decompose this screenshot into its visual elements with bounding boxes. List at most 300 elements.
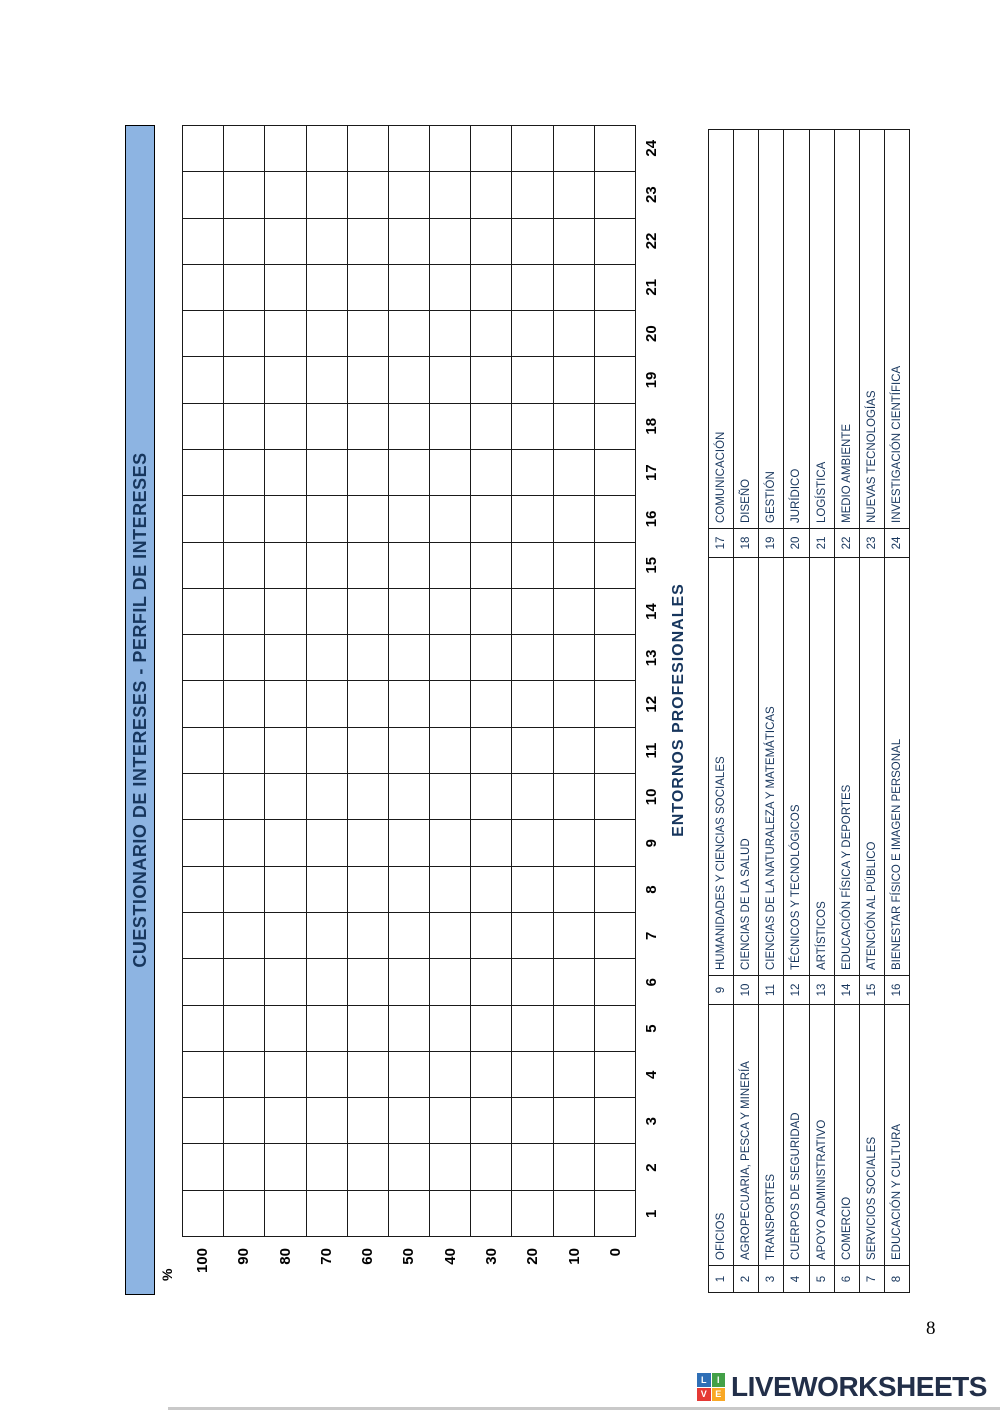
grid-cell bbox=[430, 496, 470, 541]
brand-icon-square: V bbox=[697, 1388, 711, 1402]
y-axis-tick: 100 bbox=[194, 1248, 212, 1274]
grid-cell bbox=[430, 1144, 470, 1189]
entorno-label: HUMANIDADES Y CIENCIAS SOCIALES bbox=[709, 558, 733, 975]
grid-cell bbox=[348, 311, 388, 356]
grid-cell bbox=[512, 496, 552, 541]
entorno-number: 17 bbox=[709, 529, 733, 557]
grid-cell bbox=[595, 913, 635, 958]
grid-cell bbox=[595, 311, 635, 356]
y-axis-tick: 90 bbox=[235, 1248, 253, 1265]
grid-cell bbox=[430, 450, 470, 495]
grid-cell bbox=[265, 867, 305, 912]
grid-cell bbox=[183, 265, 223, 310]
grid-cell bbox=[307, 1098, 347, 1143]
entorno-number: 12 bbox=[784, 976, 808, 1004]
grid-cell bbox=[265, 1191, 305, 1236]
grid-cell bbox=[224, 543, 264, 588]
grid-cell bbox=[265, 682, 305, 727]
grid-cell bbox=[471, 450, 511, 495]
grid-cell bbox=[430, 820, 470, 865]
grid-cell bbox=[471, 1191, 511, 1236]
grid-cell bbox=[389, 635, 429, 680]
grid-cell bbox=[307, 589, 347, 634]
grid-cell bbox=[430, 172, 470, 217]
grid-cell bbox=[512, 450, 552, 495]
grid-cell bbox=[224, 959, 264, 1004]
grid-cell bbox=[348, 1191, 388, 1236]
x-axis-tick: 15 bbox=[642, 556, 660, 574]
grid-cell bbox=[554, 265, 594, 310]
grid-cell bbox=[389, 265, 429, 310]
grid-cell bbox=[389, 820, 429, 865]
grid-cell bbox=[471, 1144, 511, 1189]
grid-cell bbox=[307, 728, 347, 773]
grid-cell bbox=[265, 496, 305, 541]
grid-cell bbox=[183, 1052, 223, 1097]
grid-cell bbox=[554, 1191, 594, 1236]
grid-cell bbox=[471, 1052, 511, 1097]
y-axis-labels bbox=[182, 1241, 636, 1295]
grid-cell bbox=[389, 1144, 429, 1189]
grid-cell bbox=[224, 589, 264, 634]
grid-cell bbox=[389, 1191, 429, 1236]
grid-cell bbox=[430, 265, 470, 310]
grid-cell bbox=[265, 728, 305, 773]
grid-cell bbox=[389, 357, 429, 402]
x-axis-tick: 11 bbox=[642, 742, 660, 759]
x-axis-tick: 24 bbox=[642, 139, 660, 157]
grid-cell bbox=[389, 496, 429, 541]
grid-cell bbox=[389, 867, 429, 912]
x-axis-tick: 6 bbox=[642, 978, 660, 987]
grid-cell bbox=[224, 820, 264, 865]
grid-cell bbox=[224, 867, 264, 912]
grid-cell bbox=[224, 1098, 264, 1143]
grid-cell bbox=[554, 172, 594, 217]
entorno-number: 16 bbox=[885, 976, 909, 1004]
grid-cell bbox=[554, 357, 594, 402]
entorno-number: 2 bbox=[734, 1266, 758, 1292]
grid-cell bbox=[554, 589, 594, 634]
grid-cell bbox=[389, 728, 429, 773]
grid-cell bbox=[348, 913, 388, 958]
grid-cell bbox=[183, 774, 223, 819]
entorno-label: APOYO ADMINISTRATIVO bbox=[810, 1005, 834, 1265]
entornos-heading: ENTORNOS PROFESIONALES bbox=[670, 583, 687, 837]
entorno-label: ARTÍSTICOS bbox=[810, 558, 834, 975]
grid-cell bbox=[224, 728, 264, 773]
grid-cell bbox=[224, 1144, 264, 1189]
liveworksheets-icon bbox=[697, 1373, 725, 1401]
grid-cell bbox=[265, 311, 305, 356]
entorno-label: COMUNICACIÓN bbox=[709, 130, 733, 528]
entornos-group bbox=[709, 558, 909, 1004]
entorno-label: AGROPECUARIA, PESCA Y MINERÍA bbox=[734, 1005, 758, 1265]
x-axis-tick: 13 bbox=[642, 649, 660, 667]
grid-cell bbox=[554, 126, 594, 171]
grid-cell bbox=[307, 450, 347, 495]
grid-cell bbox=[307, 496, 347, 541]
entorno-label: CUERPOS DE SEGURIDAD bbox=[784, 1005, 808, 1265]
grid-cell bbox=[348, 959, 388, 1004]
grid-cell bbox=[554, 450, 594, 495]
grid-cell bbox=[389, 543, 429, 588]
grid-cell bbox=[471, 682, 511, 727]
entorno-label: CIENCIAS DE LA NATURALEZA Y MATEMÁTICAS bbox=[759, 558, 783, 975]
grid-cell bbox=[348, 219, 388, 264]
liveworksheets-logo[interactable] bbox=[697, 1371, 987, 1403]
grid-cell bbox=[595, 404, 635, 449]
grid-cell bbox=[183, 728, 223, 773]
grid-cell bbox=[348, 543, 388, 588]
brand-icon-square: L bbox=[697, 1373, 711, 1387]
chart-grid bbox=[182, 125, 636, 1237]
grid-cell bbox=[183, 589, 223, 634]
grid-cell bbox=[595, 496, 635, 541]
grid-cell bbox=[512, 1191, 552, 1236]
y-axis-tick: 70 bbox=[317, 1248, 335, 1265]
grid-cell bbox=[348, 635, 388, 680]
grid-cell bbox=[307, 820, 347, 865]
grid-cell bbox=[265, 219, 305, 264]
entorno-label: NUEVAS TECNOLOGÍAS bbox=[860, 130, 884, 528]
grid-cell bbox=[348, 1006, 388, 1051]
grid-cell bbox=[554, 404, 594, 449]
page-title: CUESTIONARIO DE INTERESES - PERFIL DE INTERESES bbox=[125, 125, 155, 1295]
entorno-label: CIENCIAS DE LA SALUD bbox=[734, 558, 758, 975]
grid-cell bbox=[512, 404, 552, 449]
x-axis-tick: 18 bbox=[642, 417, 660, 435]
entorno-number: 1 bbox=[709, 1266, 733, 1292]
entorno-label: TRANSPORTES bbox=[759, 1005, 783, 1265]
grid-cell bbox=[595, 126, 635, 171]
grid-cell bbox=[265, 1098, 305, 1143]
entorno-number: 11 bbox=[759, 976, 783, 1004]
grid-cell bbox=[224, 913, 264, 958]
grid-cell bbox=[307, 1052, 347, 1097]
grid-cell bbox=[595, 959, 635, 1004]
grid-cell bbox=[430, 1052, 470, 1097]
grid-cell bbox=[554, 728, 594, 773]
entorno-number: 24 bbox=[885, 529, 909, 557]
grid-cell bbox=[554, 959, 594, 1004]
grid-cell bbox=[224, 496, 264, 541]
grid-cell bbox=[389, 311, 429, 356]
grid-cell bbox=[512, 774, 552, 819]
grid-cell bbox=[224, 1006, 264, 1051]
grid-cell bbox=[554, 1052, 594, 1097]
grid-cell bbox=[595, 543, 635, 588]
grid-cell bbox=[307, 1006, 347, 1051]
grid-cell bbox=[307, 774, 347, 819]
grid-cell bbox=[224, 404, 264, 449]
grid-cell bbox=[224, 311, 264, 356]
grid-cell bbox=[512, 913, 552, 958]
grid-cell bbox=[183, 913, 223, 958]
grid-cell bbox=[183, 1191, 223, 1236]
grid-cell bbox=[348, 404, 388, 449]
grid-cell bbox=[554, 682, 594, 727]
entorno-number: 3 bbox=[759, 1266, 783, 1292]
grid-cell bbox=[430, 219, 470, 264]
grid-cell bbox=[307, 311, 347, 356]
grid-cell bbox=[307, 404, 347, 449]
y-axis-tick: 50 bbox=[400, 1248, 418, 1265]
grid-cell bbox=[512, 219, 552, 264]
grid-cell bbox=[348, 820, 388, 865]
entorno-label: INVESTIGACIÓN CIENTÍFICA bbox=[885, 130, 909, 528]
grid-cell bbox=[554, 774, 594, 819]
grid-cell bbox=[389, 913, 429, 958]
entorno-number: 10 bbox=[734, 976, 758, 1004]
grid-cell bbox=[471, 172, 511, 217]
grid-cell bbox=[471, 543, 511, 588]
grid-cell bbox=[307, 913, 347, 958]
entorno-number: 23 bbox=[860, 529, 884, 557]
entorno-label: SERVICIOS SOCIALES bbox=[860, 1005, 884, 1265]
grid-cell bbox=[595, 589, 635, 634]
grid-cell bbox=[183, 1006, 223, 1051]
grid-cell bbox=[512, 126, 552, 171]
grid-cell bbox=[512, 1098, 552, 1143]
entorno-number: 8 bbox=[885, 1266, 909, 1292]
x-axis-tick: 4 bbox=[642, 1070, 660, 1080]
entorno-label: JURÍDICO bbox=[784, 130, 808, 528]
grid-cell bbox=[554, 1006, 594, 1051]
grid-cell bbox=[307, 265, 347, 310]
grid-cell bbox=[348, 1144, 388, 1189]
grid-cell bbox=[224, 172, 264, 217]
grid-cell bbox=[471, 867, 511, 912]
grid-cell bbox=[389, 172, 429, 217]
grid-cell bbox=[471, 496, 511, 541]
grid-cell bbox=[512, 867, 552, 912]
page-number: 8 bbox=[926, 1318, 936, 1339]
grid-cell bbox=[183, 867, 223, 912]
entornos-table bbox=[708, 129, 910, 1293]
x-axis-tick: 12 bbox=[642, 695, 660, 713]
grid-cell bbox=[595, 728, 635, 773]
grid-cell bbox=[348, 450, 388, 495]
entorno-label: TÉCNICOS Y TECNOLÓGICOS bbox=[784, 558, 808, 975]
grid-cell bbox=[224, 219, 264, 264]
grid-cell bbox=[348, 774, 388, 819]
grid-cell bbox=[595, 219, 635, 264]
x-axis-tick: 22 bbox=[642, 232, 660, 250]
x-axis-tick: 19 bbox=[642, 371, 660, 389]
grid-cell bbox=[183, 496, 223, 541]
grid-cell bbox=[348, 357, 388, 402]
entorno-number: 21 bbox=[810, 529, 834, 557]
grid-cell bbox=[224, 450, 264, 495]
grid-cell bbox=[512, 728, 552, 773]
grid-cell bbox=[554, 311, 594, 356]
grid-cell bbox=[430, 589, 470, 634]
grid-cell bbox=[183, 219, 223, 264]
x-axis-tick: 20 bbox=[642, 325, 660, 342]
grid-cell bbox=[512, 265, 552, 310]
entorno-number: 22 bbox=[835, 529, 859, 557]
grid-cell bbox=[389, 219, 429, 264]
y-axis-tick: 60 bbox=[359, 1248, 377, 1265]
x-axis-tick: 21 bbox=[642, 278, 660, 296]
grid-cell bbox=[471, 774, 511, 819]
grid-cell bbox=[512, 635, 552, 680]
grid-cell bbox=[471, 728, 511, 773]
entorno-number: 7 bbox=[860, 1266, 884, 1292]
grid-cell bbox=[224, 682, 264, 727]
grid-cell bbox=[183, 357, 223, 402]
grid-cell bbox=[471, 311, 511, 356]
y-axis-tick: 10 bbox=[565, 1248, 583, 1265]
grid-cell bbox=[307, 682, 347, 727]
grid-cell bbox=[265, 913, 305, 958]
grid-cell bbox=[430, 126, 470, 171]
grid-cell bbox=[595, 820, 635, 865]
grid-cell bbox=[512, 1144, 552, 1189]
x-axis-tick: 9 bbox=[642, 839, 660, 848]
grid-cell bbox=[595, 682, 635, 727]
grid-cell bbox=[265, 635, 305, 680]
entorno-number: 15 bbox=[860, 976, 884, 1004]
grid-cell bbox=[471, 589, 511, 634]
grid-cell bbox=[265, 774, 305, 819]
grid-cell bbox=[512, 1006, 552, 1051]
grid-cell bbox=[512, 1052, 552, 1097]
x-axis-tick: 23 bbox=[642, 186, 660, 203]
grid-cell bbox=[224, 126, 264, 171]
grid-cell bbox=[389, 682, 429, 727]
grid-cell bbox=[554, 543, 594, 588]
grid-cell bbox=[307, 543, 347, 588]
grid-cell bbox=[265, 357, 305, 402]
grid-cell bbox=[430, 1191, 470, 1236]
brand-icon-square: I bbox=[712, 1373, 726, 1387]
grid-cell bbox=[348, 496, 388, 541]
x-axis-tick: 5 bbox=[642, 1024, 660, 1033]
grid-cell bbox=[430, 1098, 470, 1143]
x-axis-tick: 3 bbox=[642, 1117, 660, 1126]
grid-cell bbox=[430, 357, 470, 402]
x-axis-labels bbox=[638, 125, 664, 1237]
entorno-label: MEDIO AMBIENTE bbox=[835, 130, 859, 528]
grid-cell bbox=[389, 959, 429, 1004]
entorno-number: 6 bbox=[835, 1266, 859, 1292]
grid-cell bbox=[595, 265, 635, 310]
grid-cell bbox=[348, 172, 388, 217]
entorno-number: 20 bbox=[784, 529, 808, 557]
grid-cell bbox=[430, 635, 470, 680]
grid-cell bbox=[430, 867, 470, 912]
grid-cell bbox=[265, 126, 305, 171]
grid-cell bbox=[430, 682, 470, 727]
grid-cell bbox=[595, 1191, 635, 1236]
grid-cell bbox=[389, 1006, 429, 1051]
page-bottom-edge bbox=[168, 1407, 1000, 1410]
grid-cell bbox=[224, 357, 264, 402]
x-axis-tick: 2 bbox=[642, 1163, 660, 1172]
x-axis-tick: 14 bbox=[642, 603, 660, 620]
grid-cell bbox=[307, 126, 347, 171]
grid-cell bbox=[183, 126, 223, 171]
grid-cell bbox=[595, 172, 635, 217]
grid-cell bbox=[265, 404, 305, 449]
grid-cell bbox=[307, 867, 347, 912]
x-axis-tick: 1 bbox=[642, 1209, 660, 1219]
grid-cell bbox=[471, 404, 511, 449]
grid-cell bbox=[348, 1098, 388, 1143]
grid-cell bbox=[595, 635, 635, 680]
grid-cell bbox=[471, 1006, 511, 1051]
grid-cell bbox=[512, 589, 552, 634]
grid-cell bbox=[430, 311, 470, 356]
entornos-group bbox=[709, 130, 909, 557]
grid-cell bbox=[554, 1144, 594, 1189]
grid-cell bbox=[183, 450, 223, 495]
grid-cell bbox=[265, 543, 305, 588]
grid-cell bbox=[183, 635, 223, 680]
grid-cell bbox=[265, 1052, 305, 1097]
entorno-label: EDUCACIÓN Y CULTURA bbox=[885, 1005, 909, 1265]
grid-cell bbox=[554, 1098, 594, 1143]
entorno-number: 9 bbox=[709, 976, 733, 1004]
percent-axis-unit-label: % bbox=[159, 1268, 175, 1281]
grid-cell bbox=[430, 913, 470, 958]
grid-cell bbox=[554, 635, 594, 680]
landscape-worksheet bbox=[125, 120, 915, 1295]
y-axis-tick: 40 bbox=[441, 1248, 459, 1265]
x-axis-tick: 7 bbox=[642, 931, 660, 941]
grid-cell bbox=[471, 265, 511, 310]
grid-cell bbox=[430, 543, 470, 588]
grid-cell bbox=[554, 496, 594, 541]
entorno-label: LOGÍSTICA bbox=[810, 130, 834, 528]
grid-cell bbox=[183, 311, 223, 356]
entornos-group bbox=[709, 1005, 909, 1292]
grid-cell bbox=[389, 404, 429, 449]
grid-cell bbox=[512, 357, 552, 402]
grid-cell bbox=[224, 265, 264, 310]
grid-cell bbox=[471, 126, 511, 171]
y-axis-tick: 80 bbox=[276, 1248, 294, 1265]
brand-icon-square: E bbox=[712, 1388, 726, 1402]
grid-cell bbox=[595, 1006, 635, 1051]
grid-cell bbox=[595, 774, 635, 819]
rotated-content-area bbox=[125, 120, 915, 1295]
grid-cell bbox=[512, 543, 552, 588]
grid-cell bbox=[265, 589, 305, 634]
grid-cell bbox=[430, 1006, 470, 1051]
entorno-label: EDUCACIÓN FÍSICA Y DEPORTES bbox=[835, 558, 859, 975]
grid-cell bbox=[512, 172, 552, 217]
entorno-label: OFICIOS bbox=[709, 1005, 733, 1265]
grid-cell bbox=[389, 450, 429, 495]
grid-cell bbox=[389, 1052, 429, 1097]
grid-cell bbox=[595, 1144, 635, 1189]
grid-cell bbox=[554, 820, 594, 865]
entorno-label: COMERCIO bbox=[835, 1005, 859, 1265]
grid-cell bbox=[183, 1098, 223, 1143]
grid-cell bbox=[307, 635, 347, 680]
grid-cell bbox=[471, 913, 511, 958]
grid-cell bbox=[430, 959, 470, 1004]
grid-cell bbox=[183, 1144, 223, 1189]
grid-cell bbox=[512, 311, 552, 356]
entorno-number: 14 bbox=[835, 976, 859, 1004]
grid-cell bbox=[265, 172, 305, 217]
grid-cell bbox=[348, 728, 388, 773]
grid-cell bbox=[389, 589, 429, 634]
